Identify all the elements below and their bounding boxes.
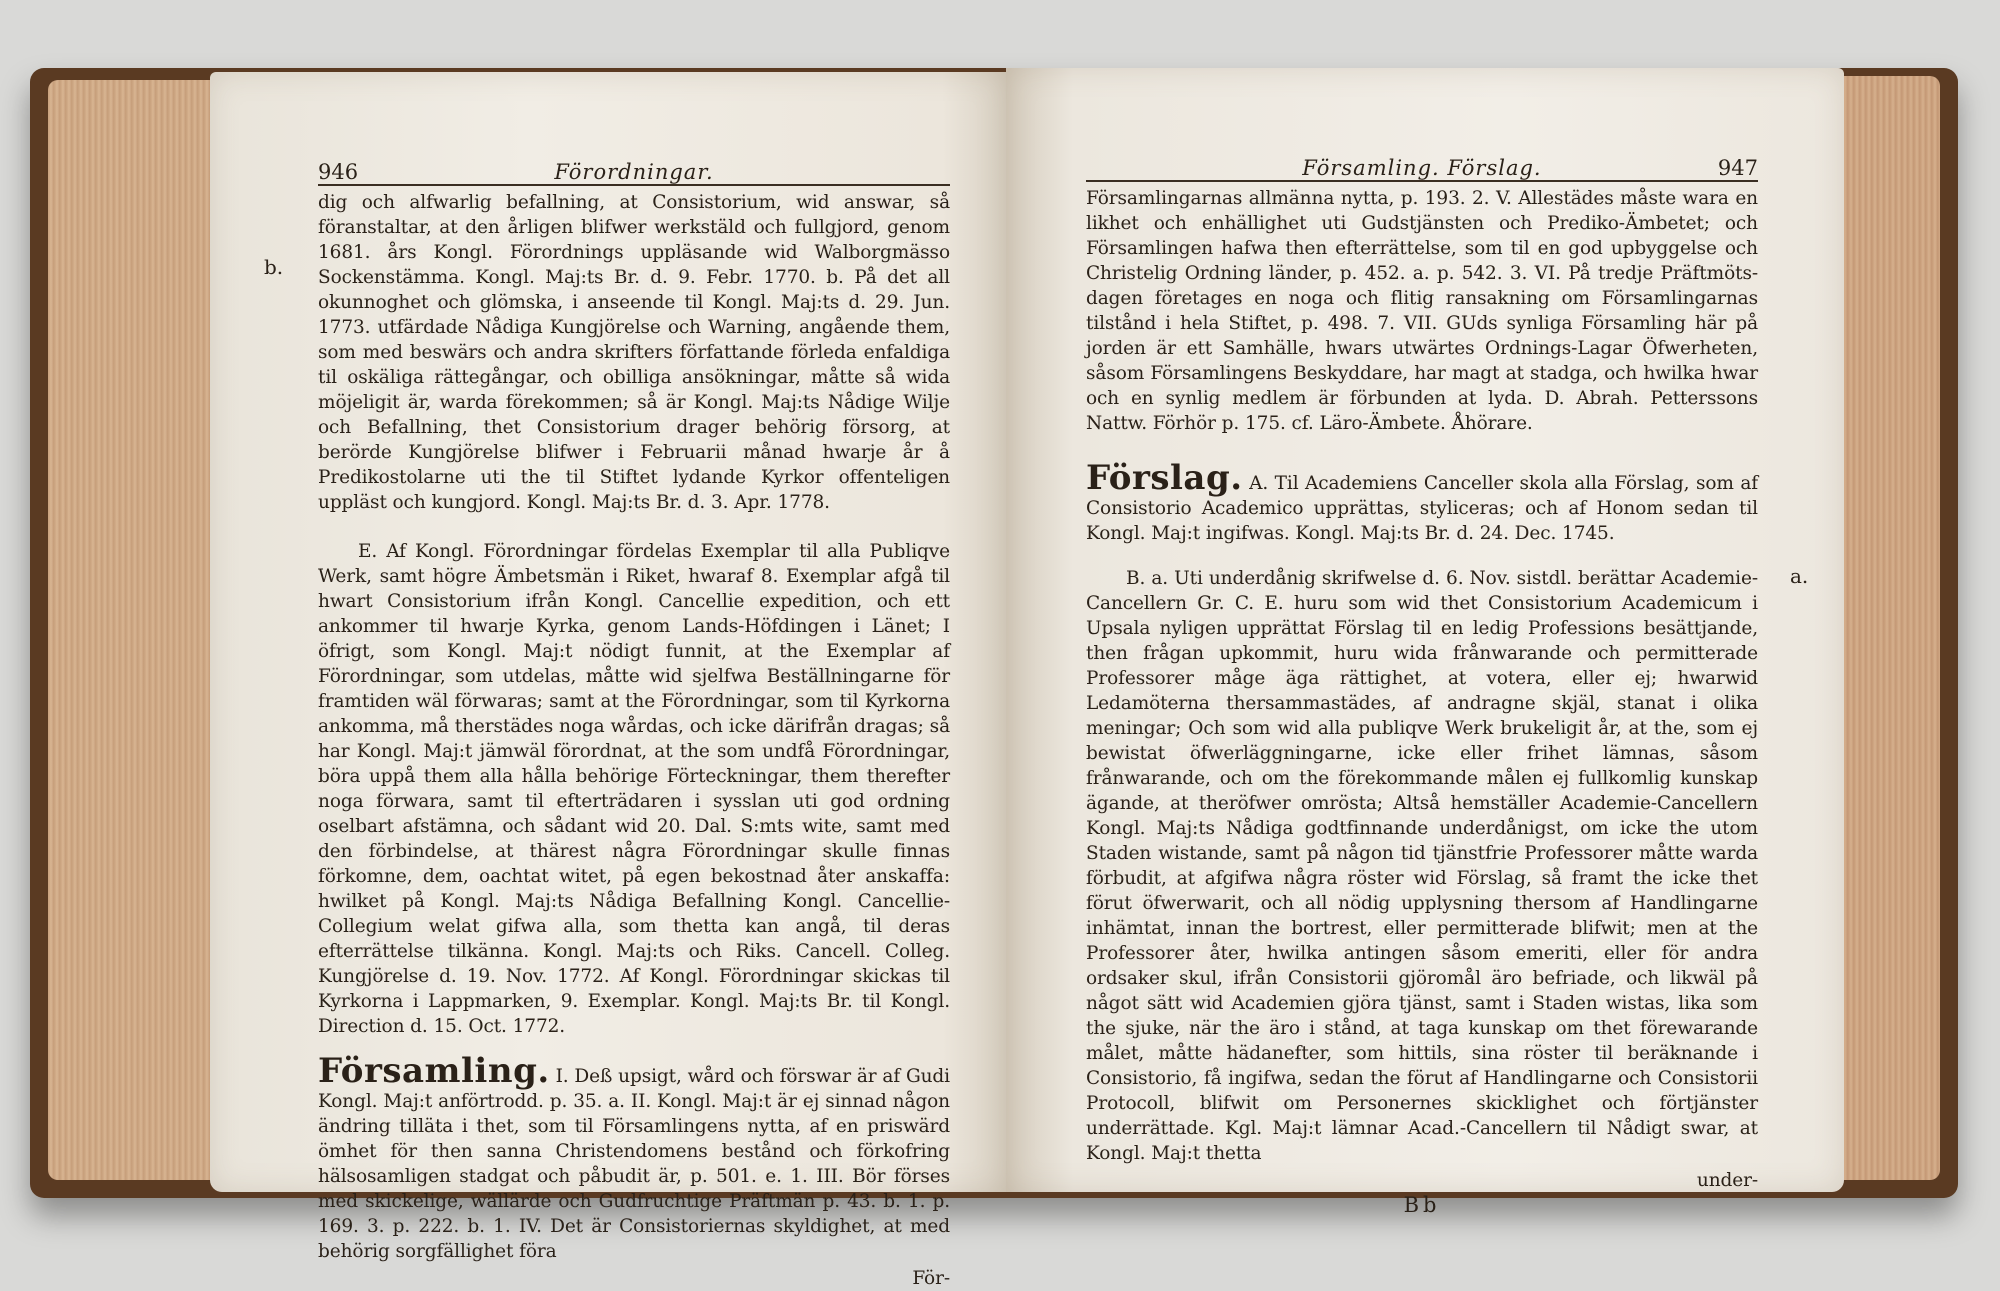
left-section-heading: Församling. xyxy=(318,1051,550,1091)
right-signature: Bb xyxy=(1403,1193,1441,1217)
right-section-heading: Förslag. xyxy=(1086,458,1243,498)
right-page-number: 947 xyxy=(1717,156,1758,180)
right-section-text: A. Til Academiens Canceller skola alla Förslag, som af Consistorio Academico upprättas, styliceras; och af Honom sedan til Kongl. Maj:t ingifwas. Kongl. Maj:ts Br. d. 24. Dec. 1745. xyxy=(1086,473,1759,544)
left-section xyxy=(318,1051,950,1264)
right-margin-note: a. xyxy=(1790,564,1809,588)
left-page-number: 946 xyxy=(318,160,359,184)
right-catchword: under- xyxy=(1696,1170,1758,1191)
left-page-edges xyxy=(48,80,224,1180)
left-page-header xyxy=(318,150,950,186)
right-page-edges xyxy=(1830,76,1940,1180)
left-paragraph-2: E. Af Kongl. Förordningar fördelas Exemplar til alla Publiqve Werk, samt högre Ämbetsmän i Riket, hwaraf 8. Exemplar afgå til hwart Consistorium ifrån Kongl. Cancellie expedition, och ett ankommer til hwarje Kyrka, genom Lands-Höfdingen i Länet; I öfrigt, som Kongl. Maj:t nödigt funnit, at the Exemplar af Förordningar, som utdelas, måtte wid sjelfwa Beställningarne för framtiden wäl förwaras; samt at the Förordningar, som til Kyrkorna ankomma, må therstädes noga wårdas, och icke därifrån dragas; så har Kongl. Maj:t jämwäl förordnat, at the som undfå Förordningar, böra uppå them alla hålla behörige Förteckningar, them therefter noga förwara, samt til efterträdaren i sysslan uti god ordning oselbart afstämna, och sådant wid 20. Dal. S:mts wite, samt med den förbindelse, at thärest några Förordningar skulle finnas förkomne, dem, oachtat witet, på egen bekostnad åter anskaffa: hwilket på Kongl. Maj:ts Nådiga Befallning Kongl. Cancellie-Collegium welat gifwa alla, som thetta kan angå, til deras efterrättelse tilkänna. Kongl. Maj:ts och Riks. Cancell. Colleg. Kungjörelse d. 19. Nov. 1772. Af Kongl. Förordningar skickas til Kyrkorna i Lappmarken, 9. Exemplar. Kongl. Maj:ts Br. til Kongl. Direction d. 15. Oct. 1772. xyxy=(318,541,950,1037)
right-page-body xyxy=(1086,186,1758,1218)
right-top-text: Församlingarnas allmänna nytta, p. 193. 2. V. Allestädes måste wara en likhet och enhällighet uti Gudstjänsten och Prediko-Ämbetet; och Församlingen hafwa then efterrättelse, som til en god upbyggelse och Christelig Ordning länder, p. 452. a. p. 542. 3. VI. På tredje Präftmöts-dagen företages en noga och flitig ransakning om Församlingarnas tilstånd i hela Stiftet, p. 498. 7. VII. GUds synliga Församling här på jorden är ett Samhälle, hwars utwärtes Ordnings-Lagar Öfwerheten, såsom Församlingens Beskyddare, har magt at stadga, och hwilka hwar och en synlig medlem är förbunden at lyda. D. Abrah. Petterssons Nattw. Förhör p. 175. cf. Läro-Ämbete. Åhörare. xyxy=(1086,188,1758,434)
left-margin-note: b. xyxy=(264,255,284,279)
right-page xyxy=(1006,68,1844,1217)
open-book xyxy=(30,68,1958,1289)
left-section-text: I. Deß upsigt, wård och förswar är af Gudi Kongl. Maj:t anförtrodd. p. 35. a. II. Kongl. Maj:t är ej sinnad någon ändring tilläta i thet, som til Församlingens nytta, af en priswärd ömhet för then sanna Christendomens bestånd och förkofring hälsosamligen stadgat och påbudit är, p. 501. e. 1. III. Bör förses med skickelige, wällärde och Gudfruchtige Präftmän p. 43. b. 1. p. 169. 3. p. 222. b. 1. IV. Det är Consistoriernas skyldighet, at med behörig sorgfällighet föra xyxy=(318,1066,950,1262)
left-page-body xyxy=(318,190,950,1291)
left-page xyxy=(210,72,1006,1289)
right-section xyxy=(1086,458,1759,546)
right-body-text: B. a. Uti underdånig skrifwelse d. 6. Nov. sistdl. berättar Academie-Cancellern Gr. C. E. huru som wid thet Consistorium Academicum i Upsala nyligen upprättat Förslag til en ledig Professions besättjande, then frågan upkommit, huru wida frånwarande och permitterade Professorer måge äga rättighet, at votera, eller ej; hwarwid Ledamöterna thersammastädes, af andragne skjäl, stanat i olika meningar; Och som wid alla publiqve Werk brukeligit år, at the, som ej bewistat öfwerläggningarne, icke eller frihet lämnas, såsom frånwarande, och om the förekommande målen ej fullkomlig kunskap ägande, at theröfwer omrösta; Altså hemställer Academie-Cancellern Kongl. Maj:ts Nådiga godtfinnande underdånigst, om icke the utom Staden wistande, samt på någon tid tjänstfrie Professorer måtte warda förbudit, at afgifwa några röster wid Förslag, så framt the icke thet förut öfwerwarit, och all nödig upplysning thersom af Handlingarne inhämtat, innan the bortrest, eller permitterade blifwit; men at the Professorer åter, hwilka antingen såsom emeriti, eller för andra ordsaker skul, ifrån Consistorii gjöromål äro befriade, och likwäl på något sätt wid Academien gjöra tjänst, samt i Staden wistas, lika som the sjuke, när the äro i stånd, at taga kunskap om thet förewarande målet, måtte hädanefter, som hittils, sina röster til beräknande i Consistorio, få ingifwa, sedan the förut af Handlingarne och Consistorii Protocoll, blifwit om Personernes skicklighet och förtjänster underrättade. Kgl. Maj:t lämnar Acad.-Cancellern til Nådigt swar, at Kongl. Maj:t thetta xyxy=(1086,568,1758,1164)
right-page-header xyxy=(1086,146,1758,182)
left-running-head: Förordningar. xyxy=(554,160,714,184)
left-paragraph-1: dig och alfwarlig befallning, at Consistorium, wid answar, så föranstaltar, at den årligen blifwer werkstäld och fullgjord, genom 1681. års Kongl. Förordnings uppläsande wid Walborgmässo Sockenstämma. Kongl. Maj:ts Br. d. 9. Febr. 1770. b. På det all okunnoghet och glömska, i anseende til Kongl. Maj:ts d. 29. Jun. 1773. utfärdade Nådiga Kungjörelse och Warning, angående them, som med beswärs och andra skrifters författande förleda enfaldiga til oskäliga rättegångar, och obilliga ansökningar, måtte så wida möjeligit är, warda förekommen; så är Kongl. Maj:ts Nådige Wilje och Befallning, thet Consistorium drager behörig försorg, at berörde Kungjörelse blifwer i Februarii månad hwarje år å Predikostolarne uti the til Stiftet lydande Kyrkor offenteligen uppläst och kungjord. Kongl. Maj:ts Br. d. 3. Apr. 1778. xyxy=(318,192,950,513)
right-running-head: Församling. Förslag. xyxy=(1302,156,1542,180)
left-catchword: För- xyxy=(912,1268,950,1289)
